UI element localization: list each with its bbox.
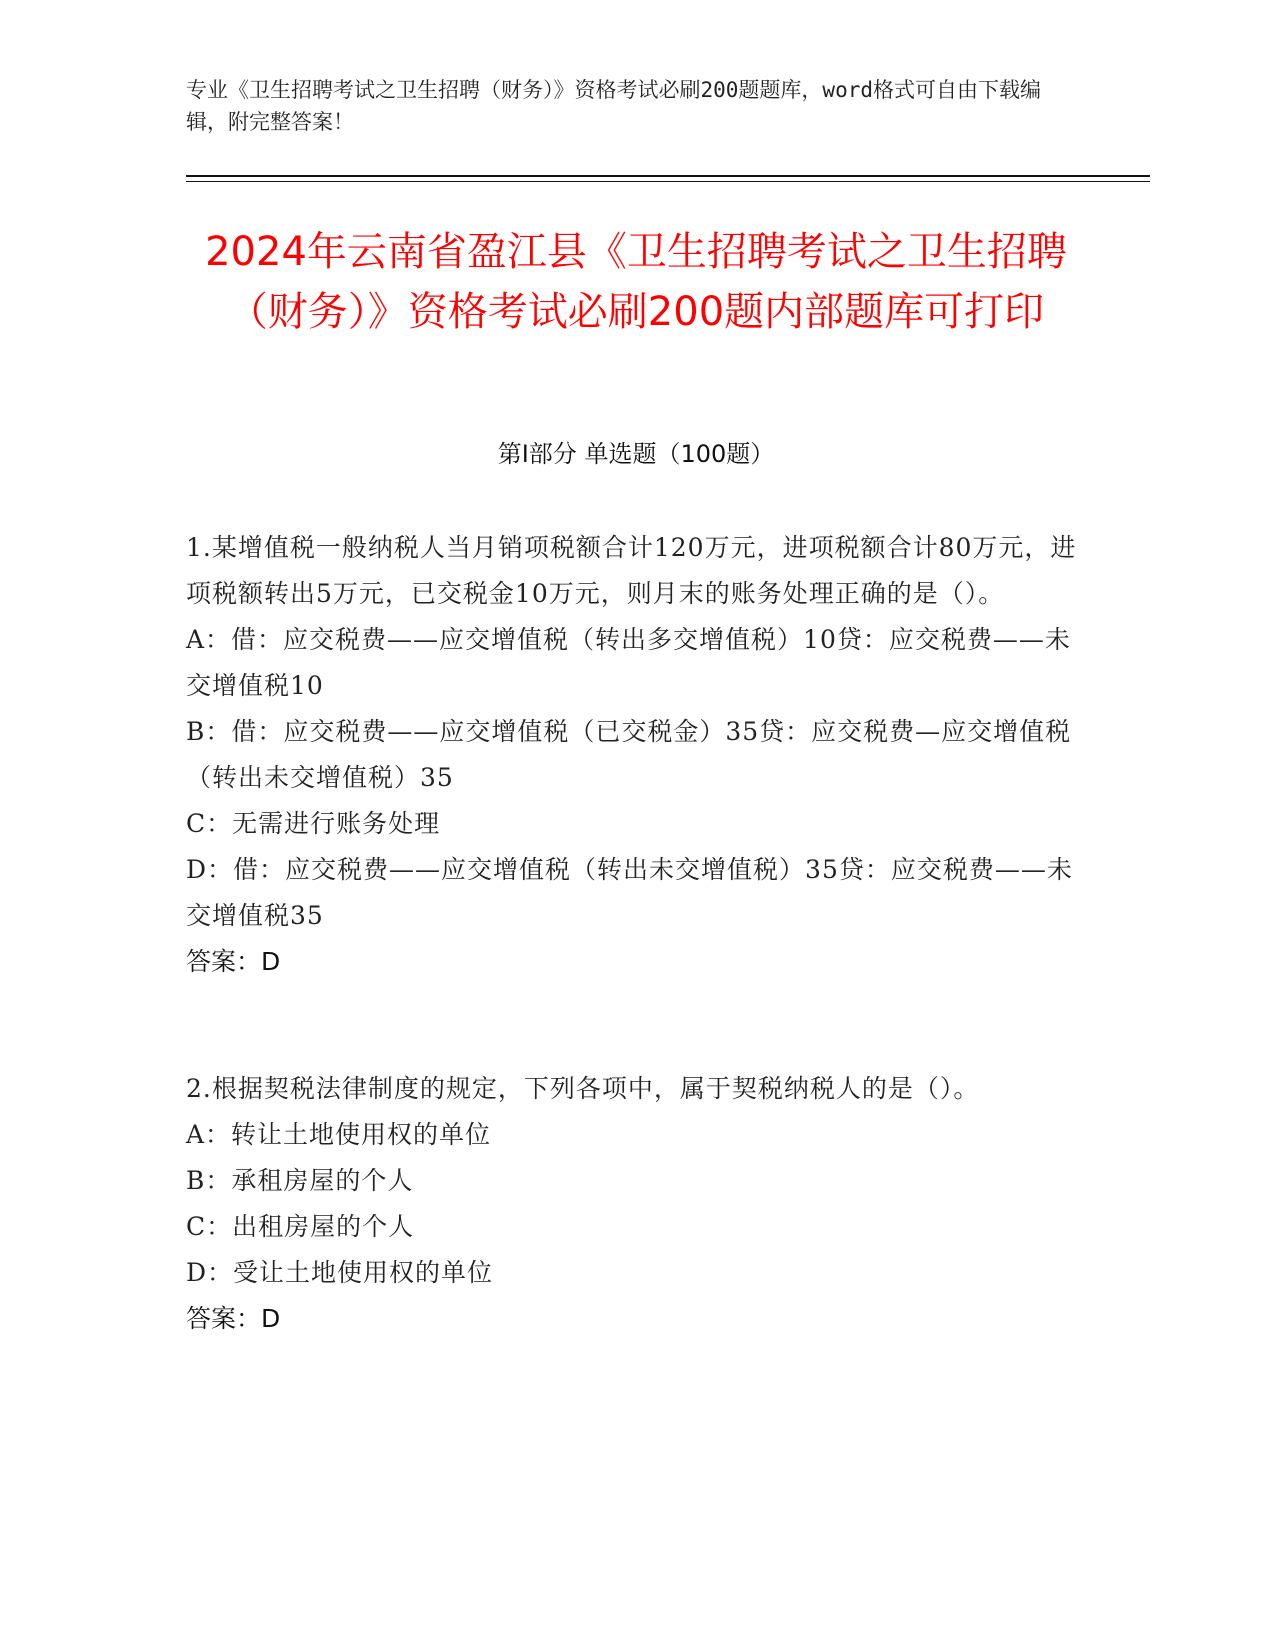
option-d: D：借：应交税费——应交增值税（转出未交增值税）35贷：应交税费——未交增值税35 [186,855,1073,930]
option-b: B：承租房屋的个人 [186,1166,414,1195]
question-text: 1.某增值税一般纳税人当月销项税额合计120万元，进项税额合计80万元，进项税额转出5万元，已交税金10万元，则月末的账务处理正确的是（）。 [186,533,1077,608]
option-c: C：无需进行账务处理 [186,809,441,838]
header-divider-thin [186,181,1150,182]
option-a: A：借：应交税费——应交增值税（转出多交增值税）10贷：应交税费——未交增值税10 [186,625,1071,700]
option-d: D：受让土地使用权的单位 [186,1258,494,1287]
document-title: 2024年云南省盈江县《卫生招聘考试之卫生招聘（财务）》资格考试必刷200题内部题库可打印 [205,229,1067,335]
answer: 答案：D [186,947,281,976]
section-heading: 第I部分 单选题（100题） [497,440,775,468]
answer: 答案：D [186,1304,281,1333]
option-b: B：借：应交税费——应交增值税（已交税金）35贷：应交税费—应交增值税（转出未交增值税）35 [186,717,1072,792]
option-c: C：出租房屋的个人 [186,1212,415,1241]
question-2 [186,1066,1086,1342]
header-divider-thick [186,175,1150,177]
option-a: A：转让土地使用权的单位 [186,1120,492,1149]
question-text: 2.根据契税法律制度的规定，下列各项中，属于契税纳税人的是（）。 [186,1074,980,1103]
header-note: 专业《卫生招聘考试之卫生招聘（财务）》资格考试必刷200题题库，word格式可自由下载编辑，附完整答案！ [186,78,1041,134]
question-1 [186,525,1086,985]
